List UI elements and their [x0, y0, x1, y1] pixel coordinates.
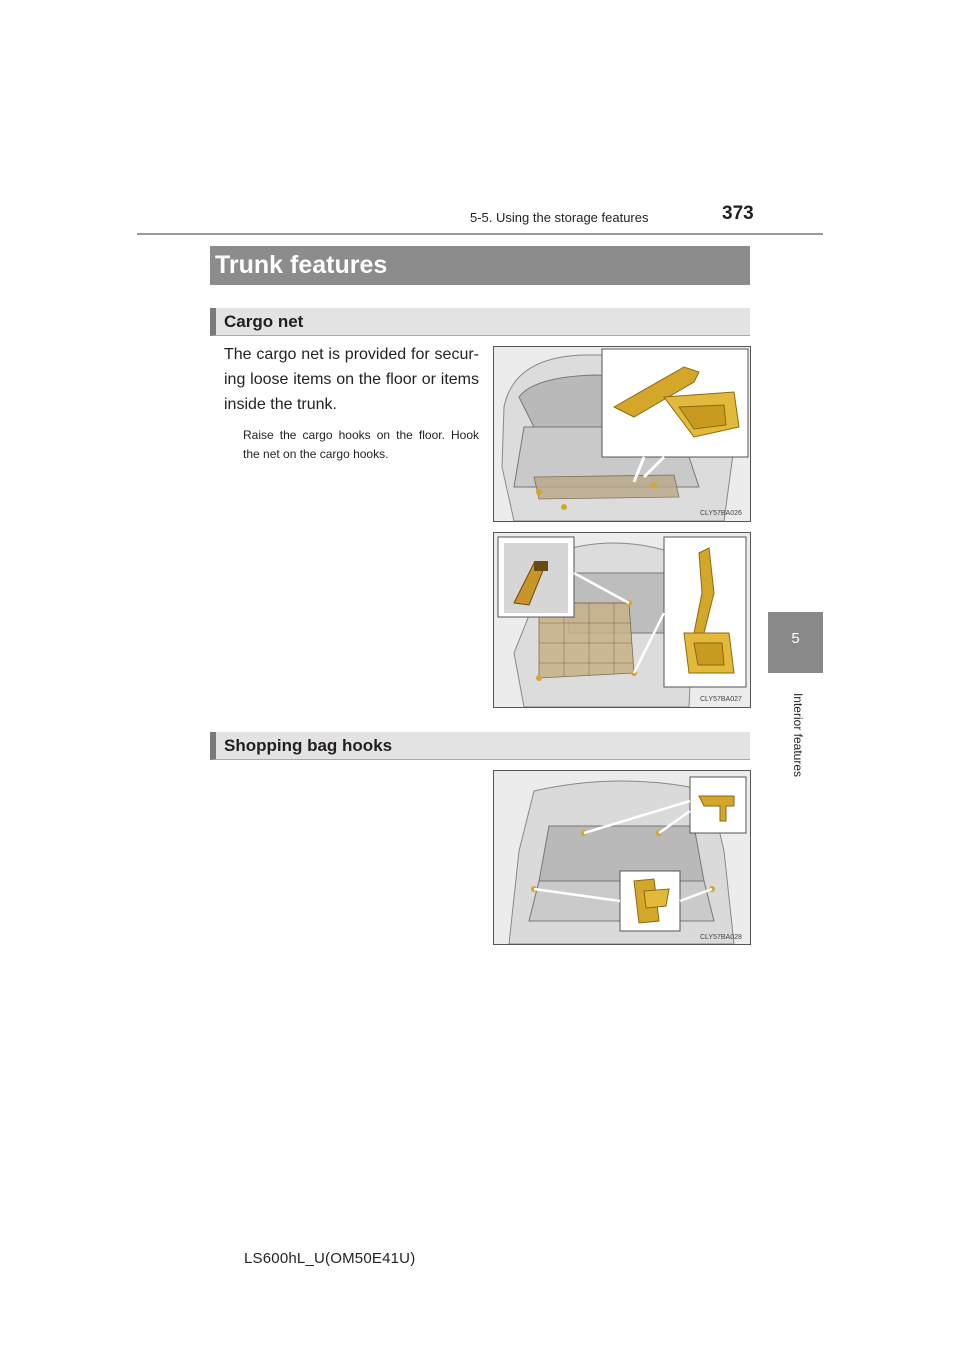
document-code-footer: LS600hL_U(OM50E41U) — [244, 1250, 416, 1267]
cargo-hook-raised-illustration — [493, 346, 751, 522]
shopping-bag-hook-illustration — [493, 770, 751, 945]
chapter-number: 5 — [791, 630, 800, 647]
cargo-net-description: The cargo net is provided for secur-ing loose items on the floor or items inside the trunk. — [224, 346, 479, 413]
cargo-net-instruction: Raise the cargo hooks on the floor. Hook the net on the cargo hooks. — [243, 428, 479, 461]
chapter-label: Interior features — [791, 692, 805, 778]
header-divider — [137, 233, 823, 235]
section-title: Trunk features — [210, 246, 750, 285]
cargo-net-installed-illustration — [493, 532, 751, 708]
figure-code: CLY57BA026 — [700, 510, 742, 517]
cargo-net-heading: Cargo net — [210, 308, 750, 336]
page-number: 373 — [722, 203, 754, 224]
figure-code: CLY57BA027 — [700, 696, 742, 703]
figure-code: CLY57BA028 — [700, 934, 742, 941]
header-section-title: 5-5. Using the storage features — [470, 210, 649, 225]
shopping-bag-hooks-heading: Shopping bag hooks — [210, 732, 750, 760]
